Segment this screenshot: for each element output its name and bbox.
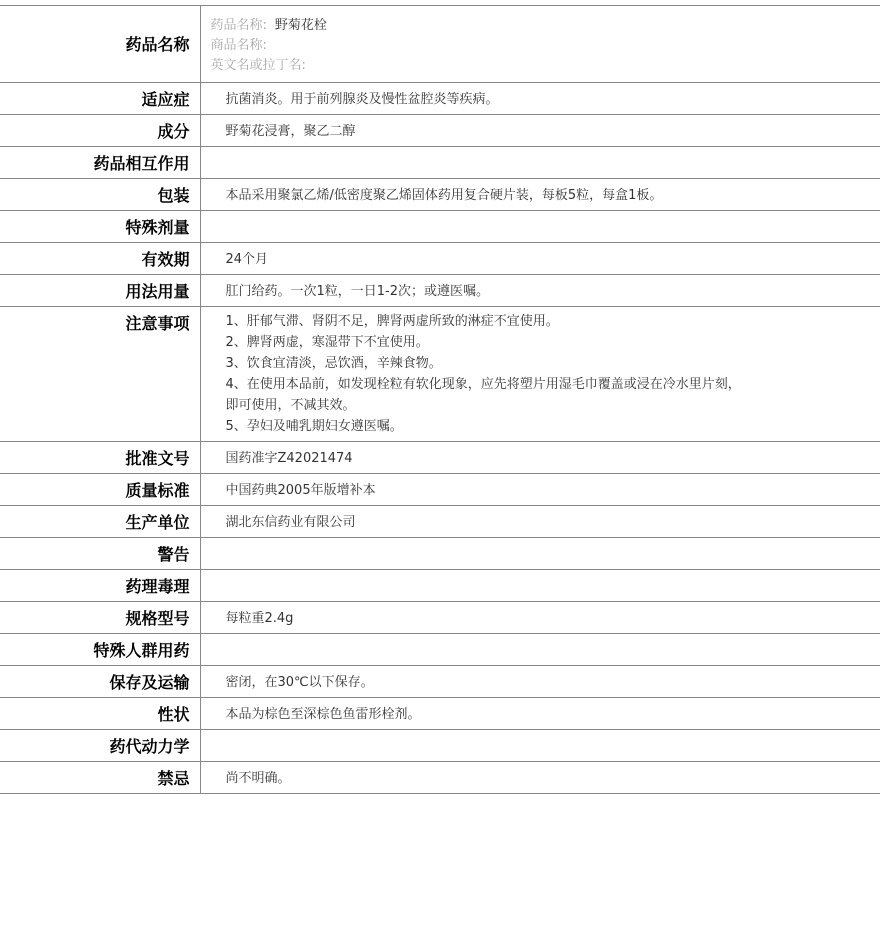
row-value: 国药准字Z42021474 [225,451,353,466]
row-label: 注意事项 [0,307,200,442]
trade-name-line [211,36,880,56]
row-storage [0,666,880,698]
precaution-line: 即可使用，不减其效。 [225,398,356,413]
row-value [200,634,880,666]
row-drug-names [0,6,880,83]
row-ingredients [0,115,880,147]
english-name-key: 英文名或拉丁名: [210,58,306,73]
precautions-cell [200,307,880,442]
precaution-line: 5、孕妇及哺乳期妇女遵医嘱。 [225,419,403,434]
row-label: 性状 [0,698,200,730]
row-usage [0,275,880,307]
generic-name-line [211,16,880,36]
row-label: 规格型号 [0,602,200,634]
row-special-groups [0,634,880,666]
row-label: 保存及运输 [0,666,200,698]
row-manufacturer [0,506,880,538]
row-special-dose [0,211,880,243]
row-value: 湖北东信药业有限公司 [225,515,356,530]
row-value: 本品为棕色至深棕色鱼雷形栓剂。 [225,707,421,722]
drug-names-cell [200,6,880,83]
precaution-line: 3、饮食宜清淡，忌饮酒，辛辣食物。 [225,356,442,371]
row-quality-standard [0,474,880,506]
row-warning [0,538,880,570]
row-label: 用法用量 [0,275,200,307]
row-specification [0,602,880,634]
row-shelf-life [0,243,880,275]
row-label: 特殊剂量 [0,211,200,243]
row-pharmacokinetics [0,730,880,762]
trade-name-key: 商品名称: [210,38,267,53]
row-label: 药品名称 [0,6,200,83]
row-value: 24个月 [225,252,269,267]
row-contraindications [0,762,880,794]
row-value: 尚不明确。 [225,771,291,786]
drug-spec-table [0,5,880,794]
row-value: 中国药典2005年版增补本 [225,483,376,498]
row-label: 包装 [0,179,200,211]
row-value [200,211,880,243]
precaution-line: 1、肝郁气滞、肾阴不足，脾肾两虚所致的淋症不宜使用。 [225,314,559,329]
row-value [200,538,880,570]
row-value [200,730,880,762]
row-value: 本品采用聚氯乙烯/低密度聚乙烯固体药用复合硬片装，每板5粒，每盒1板。 [225,188,663,203]
precaution-line: 4、在使用本品前，如发现栓粒有软化现象，应先将塑片用湿毛巾覆盖或浸在冷水里片刻， [225,377,741,392]
generic-name-key: 药品名称: [210,18,267,33]
row-appearance [0,698,880,730]
precaution-line: 2、脾肾两虚，寒湿带下不宜使用。 [225,335,429,350]
row-value: 每粒重2.4g [225,611,294,626]
row-label: 药代动力学 [0,730,200,762]
drug-info-sheet [0,5,880,794]
generic-name-value: 野菊花栓 [274,18,327,33]
row-label: 批准文号 [0,442,200,474]
row-toxicology [0,570,880,602]
row-label: 生产单位 [0,506,200,538]
row-interactions [0,147,880,179]
row-label: 质量标准 [0,474,200,506]
english-name-line [211,56,880,76]
row-label: 适应症 [0,83,200,115]
row-label: 药理毒理 [0,570,200,602]
row-label: 成分 [0,115,200,147]
row-indication [0,83,880,115]
row-value: 肛门给药。一次1粒，一日1-2次；或遵医嘱。 [225,284,490,299]
row-value: 密闭，在30℃以下保存。 [225,675,374,690]
row-label: 药品相互作用 [0,147,200,179]
row-packaging [0,179,880,211]
row-label: 禁忌 [0,762,200,794]
row-approval-number [0,442,880,474]
row-value [200,147,880,179]
row-value [200,570,880,602]
row-value: 抗菌消炎。用于前列腺炎及慢性盆腔炎等疾病。 [225,92,499,107]
row-value: 野菊花浸膏，聚乙二醇 [225,124,356,139]
row-label: 特殊人群用药 [0,634,200,666]
row-label: 有效期 [0,243,200,275]
row-label: 警告 [0,538,200,570]
row-precautions [0,307,880,442]
